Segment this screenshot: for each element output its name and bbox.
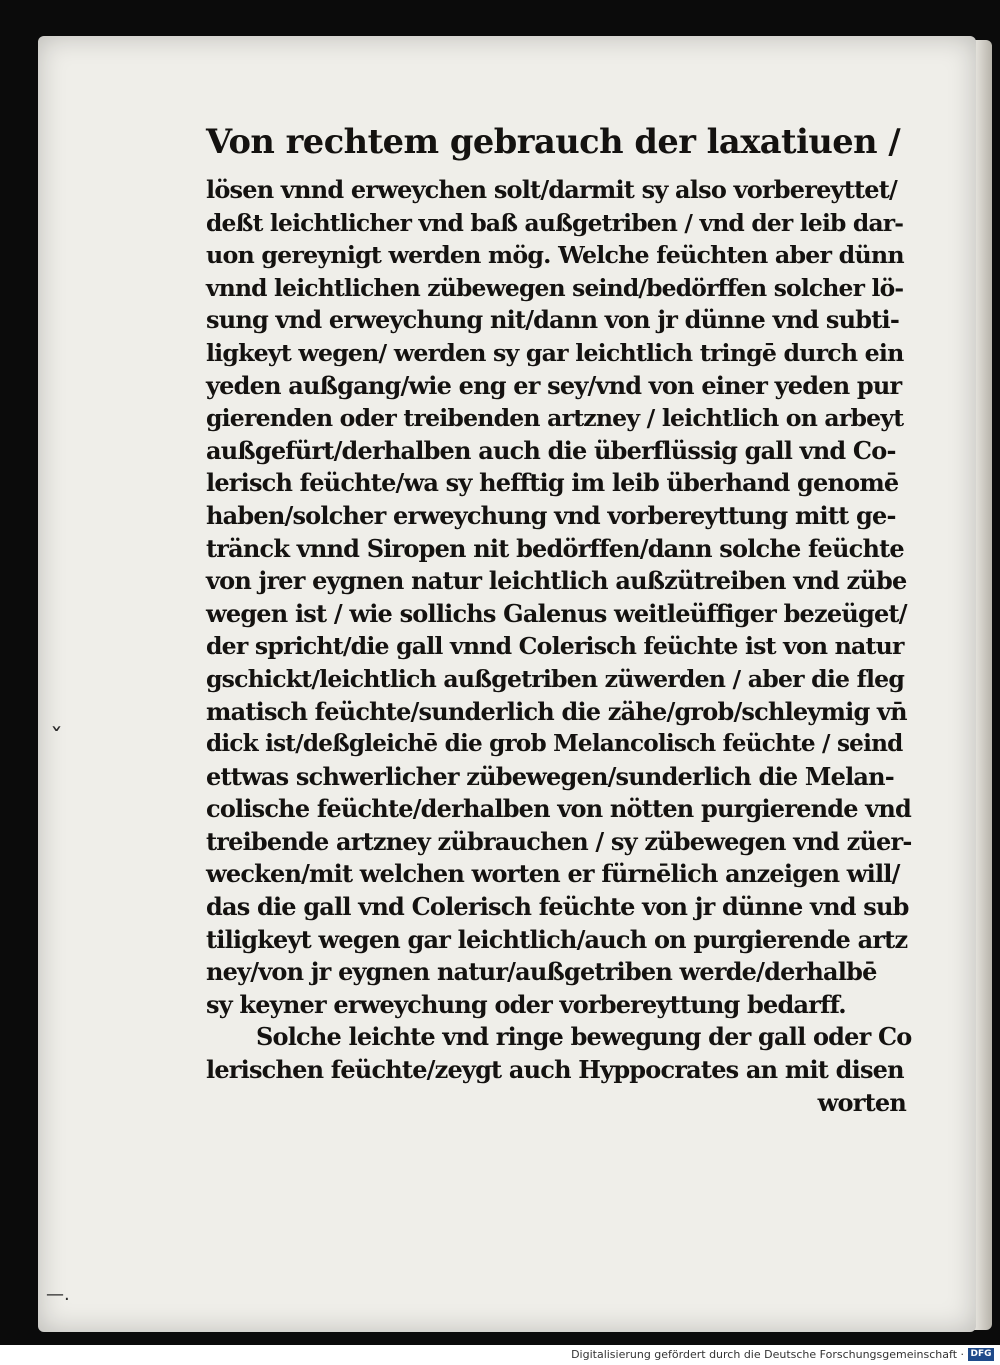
text-line: lösen vnnd erweychen solt/darmit sy also vorbereyttet/ bbox=[206, 175, 897, 204]
paragraph-2 bbox=[206, 1021, 912, 1119]
text-line: haben/solcher erweychung vnd vorbereyttung mitt ge- bbox=[206, 500, 896, 530]
text-line: treibende artzney zübrauchen / sy zübewegen vnd züer- bbox=[206, 826, 912, 856]
corner-mark: —. bbox=[46, 1284, 70, 1305]
footer-credit: Digitalisierung gefördert durch die Deutsche Forschungsgemeinschaft · bbox=[571, 1348, 964, 1361]
text-line: ney/von jr eygnen natur/außgetriben werde/derhalbē bbox=[206, 957, 877, 987]
text-line: vnnd leichtlichen zübewegen seind/bedörffen solcher lö- bbox=[206, 273, 904, 302]
text-line: gschickt/leichtlich außgetriben züwerden / aber die fleg bbox=[206, 664, 905, 693]
text-line: colische feüchte/derhalben von nötten purgierende vnd bbox=[206, 794, 911, 824]
text-line: uon gereynigt werden mög. Welche feüchten aber dünn bbox=[206, 241, 904, 270]
text-line: außgefürt/derhalben auch die überflüssig gall vnd Co- bbox=[206, 435, 896, 465]
text-line: tränck vnnd Siropen nit bedörffen/dann solche feüchte bbox=[206, 533, 904, 563]
text-line: tiligkeyt wegen gar leichtlich/auch on purgierende artz bbox=[206, 924, 908, 954]
text-line: deßt leichtlicher vnd baß außgetriben / vnd der leib dar- bbox=[206, 208, 904, 237]
paragraph-1 bbox=[206, 174, 912, 1021]
text-line: wecken/mit welchen worten er fürnēlich anzeigen will/ bbox=[206, 859, 900, 889]
dfg-logo-icon: DFG bbox=[968, 1348, 994, 1361]
text-line: Solche leichte vnd ringe bewegung der gall oder Co bbox=[256, 1022, 912, 1052]
text-line: das die gall vnd Colerisch feüchte von jr dünne vnd sub bbox=[206, 892, 909, 922]
text-line: gierenden oder treibenden artzney / leichtlich on arbeyt bbox=[206, 404, 904, 433]
text-line: yeden außgang/wie eng er sey/vnd von einer yeden pur bbox=[206, 370, 902, 400]
catchword: worten bbox=[817, 1087, 906, 1117]
text-line: sung vnd erweychung nit/dann von jr dünne vnd subti- bbox=[206, 305, 900, 335]
footer-bar bbox=[0, 1345, 1000, 1365]
text-block bbox=[206, 108, 912, 1119]
text-line: dick ist/deßgleichē die grob Melancolisch feüchte / seind bbox=[206, 730, 903, 758]
text-line: ligkeyt wegen/ werden sy gar leichtlich tringē durch ein bbox=[206, 338, 904, 367]
text-line: matisch feüchte/sunderlich die zähe/grob/schleymig vn̄ bbox=[206, 696, 907, 726]
text-line: wegen ist / wie sollichs Galenus weitleüffiger bezeüget/ bbox=[206, 598, 907, 628]
text-line: der spricht/die gall vnnd Colerisch feüchte ist von natur bbox=[206, 632, 904, 661]
text-line: lerisch feüchte/wa sy hefftig im leib überhand genomē bbox=[206, 468, 899, 498]
text-line: lerischen feüchte/zeygt auch Hyppocrates an mit disen bbox=[206, 1055, 904, 1085]
running-head: Von rechtem gebrauch der laxatiuen / bbox=[206, 121, 901, 161]
text-line: von jrer eygnen natur leichtlich außzütreiben vnd zübe bbox=[206, 566, 907, 596]
text-line: sy keyner erweychung oder vorbereyttung bedarff. bbox=[206, 989, 846, 1019]
text-line: ettwas schwerlicher zübewegen/sunderlich die Melan- bbox=[206, 761, 894, 791]
margin-mark: ˇ bbox=[50, 724, 63, 754]
